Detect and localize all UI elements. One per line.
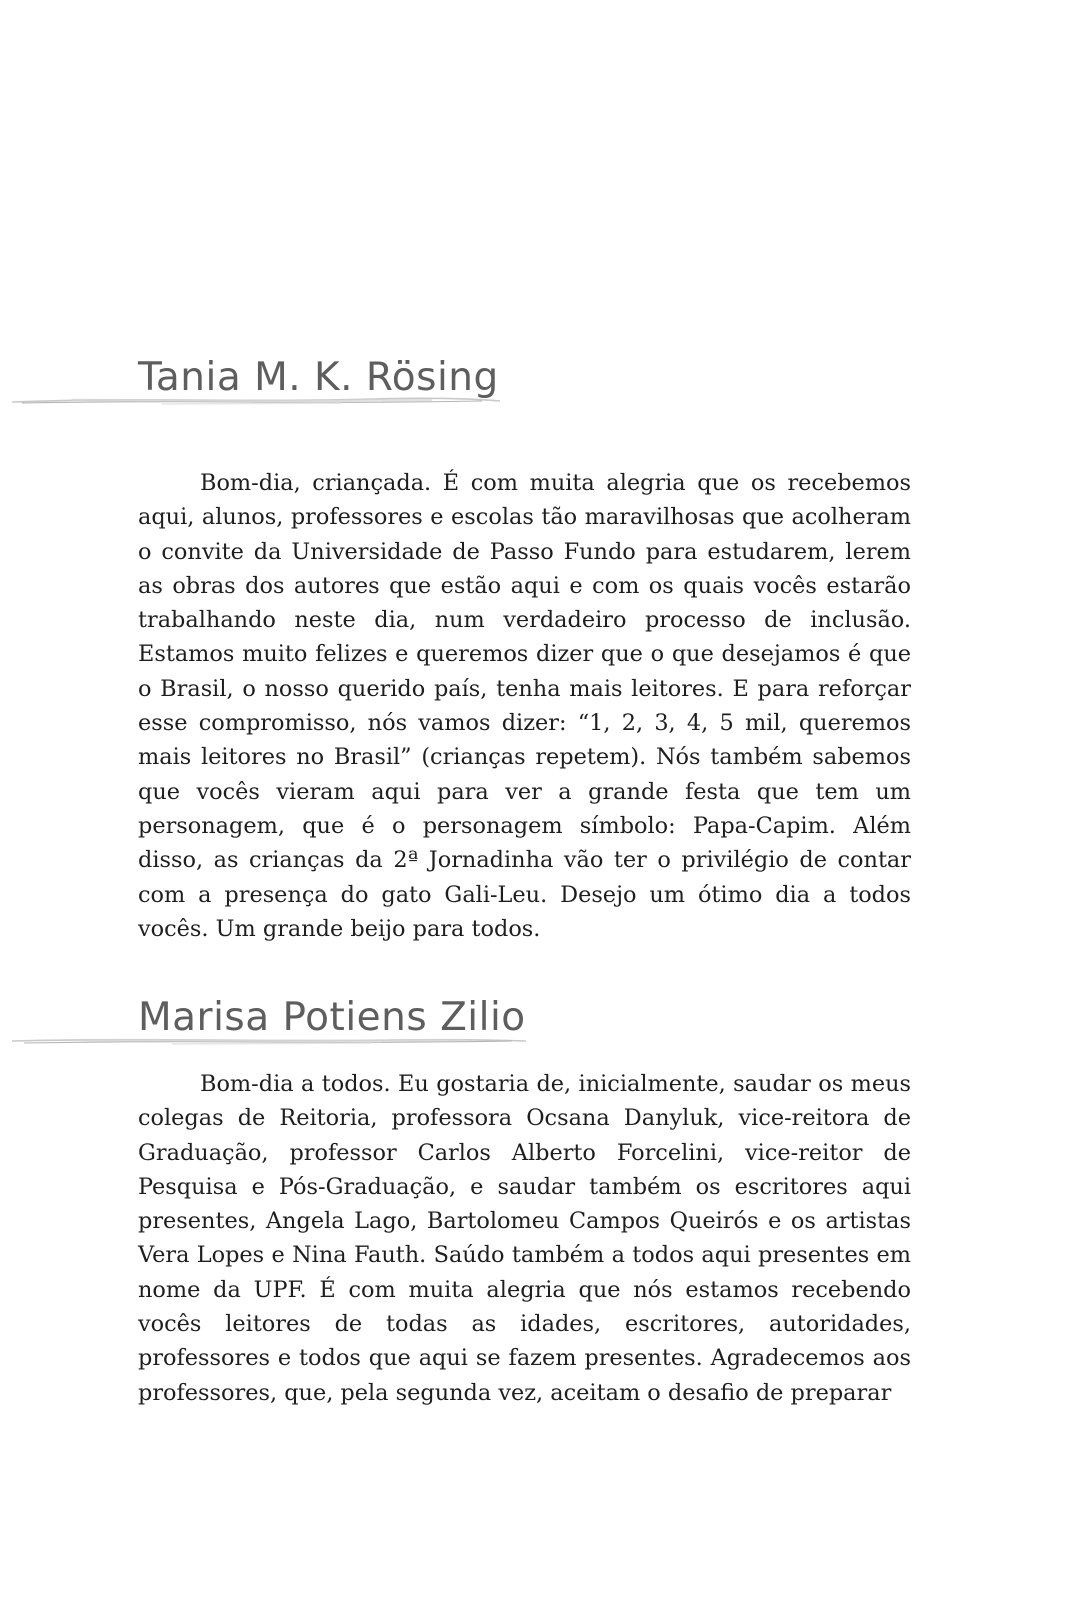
brush-stroke-divider xyxy=(12,1034,526,1048)
speech-paragraph-tania-rosing: Bom-dia, criançada. É com muita alegria que os recebemos aqui, alunos, professores e escolas tão maravilhosas que acolheram o convite da Universidade de Passo Fundo para estudarem, lerem as obras dos autores que estão aqui e com os quais vocês estarão trabalhando neste dia, num verdadeiro processo de inclusão. Estamos muito felizes e queremos dizer que o que desejamos é que o Brasil, o nosso querido país, tenha mais leitores. E para reforçar esse compromisso, nós vamos dizer: “1, 2, 3, 4, 5 mil, queremos mais leitores no Brasil” (crianças repetem). Nós também sabemos que vocês vieram aqui para ver a grande festa que tem um personagem, que é o personagem símbolo: Papa-Capim. Além disso, as crianças da 2ª Jornadinha vão ter o privilégio de contar com a presença do gato Gali-Leu. Desejo um ótimo dia a todos vocês. Um grande beijo para todos. xyxy=(138,470,911,942)
section-heading-tania-rosing: Tania M. K. Rösing xyxy=(138,355,499,400)
brush-stroke-divider xyxy=(12,394,500,408)
section-heading-marisa-zilio: Marisa Potiens Zilio xyxy=(138,995,526,1040)
speech-paragraph-marisa-zilio: Bom-dia a todos. Eu gostaria de, inicialmente, saudar os meus colegas de Reitoria, professora Ocsana Danyluk, vice-reitora de Graduação, professor Carlos Alberto Forcelini, vice-reitor de Pesquisa e Pós-Graduação, e saudar também os escritores aqui presentes, Angela Lago, Bartolomeu Campos Queirós e os artistas Vera Lopes e Nina Fauth. Saúdo também a todos aqui presentes em nome da UPF. É com muita alegria que nós estamos recebendo vocês leitores de todas as idades, escritores, autoridades, professores e todos que aqui se fazem presentes. Agradecemos aos professores, que, pela segunda vez, aceitam o desafio de preparar xyxy=(138,1071,911,1406)
